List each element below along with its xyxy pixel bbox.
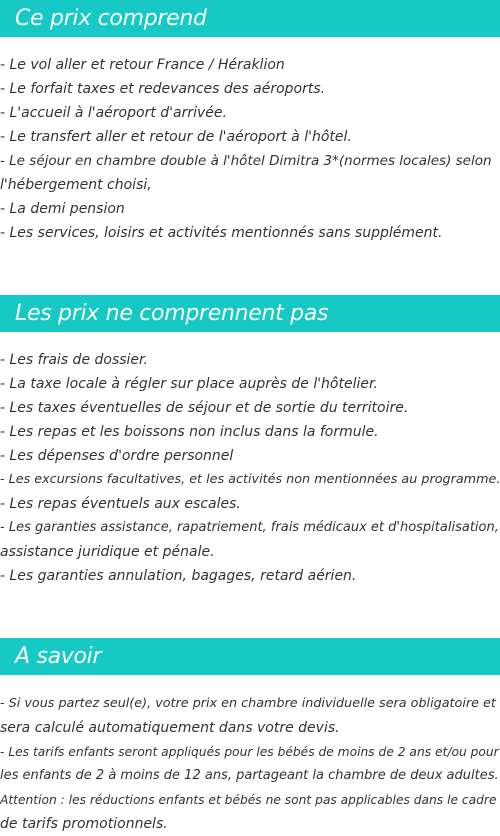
section-body <box>0 348 500 588</box>
list-item: l'hébergement choisi, <box>0 177 152 193</box>
list-item: sera calculé automatiquement dans votre devis. <box>0 720 340 736</box>
list-item: - Les excursions facultatives, et les activités non mentionnées au programme. <box>0 472 500 487</box>
list-item: - L'accueil à l'aéroport d'arrivée. <box>0 105 227 121</box>
section-header-band <box>0 295 500 332</box>
section-price-excludes <box>0 295 500 588</box>
section-price-includes <box>0 0 500 245</box>
section-title: Les prix ne comprennent pas <box>15 301 329 326</box>
list-item: Attention : les réductions enfants et bébés ne sont pas applicables dans le cadre <box>0 793 497 807</box>
list-item: - Si vous partez seul(e), votre prix en chambre individuelle sera obligatoire et <box>0 696 496 711</box>
list-item: - Les repas éventuels aux escales. <box>0 496 241 512</box>
list-item: - Les garanties assistance, rapatriement, frais médicaux et d'hospitalisation, <box>0 520 499 535</box>
list-item: - Les garanties annulation, bagages, retard aérien. <box>0 568 357 584</box>
list-item: - Le forfait taxes et redevances des aéroports. <box>0 81 326 97</box>
section-title: Ce prix comprend <box>15 6 207 31</box>
list-item: - La demi pension <box>0 201 125 217</box>
list-item: - Le transfert aller et retour de l'aéroport à l'hôtel. <box>0 129 352 145</box>
section-good-to-know <box>0 638 500 836</box>
list-item: - Le séjour en chambre double à l'hôtel Dimitra 3*(normes locales) selon <box>0 153 492 169</box>
section-body <box>0 53 500 245</box>
section-body <box>0 692 500 836</box>
list-item: - La taxe locale à régler sur place auprès de l'hôtelier. <box>0 376 378 392</box>
list-item: de tarifs promotionnels. <box>0 816 168 832</box>
list-item: - Les frais de dossier. <box>0 352 148 368</box>
list-item: - Le vol aller et retour France / Héraklion <box>0 57 285 73</box>
list-item: - Les dépenses d'ordre personnel <box>0 448 234 464</box>
section-header-band <box>0 0 500 37</box>
list-item: - Les services, loisirs et activités mentionnés sans supplément. <box>0 225 443 241</box>
list-item: - Les repas et les boissons non inclus dans la formule. <box>0 424 379 440</box>
section-header-band <box>0 638 500 675</box>
list-item: - Les taxes éventuelles de séjour et de sortie du territoire. <box>0 400 409 416</box>
list-item: assistance juridique et pénale. <box>0 544 215 560</box>
section-title: A savoir <box>15 644 102 669</box>
list-item: - Les tarifs enfants seront appliqués pour les bébés de moins de 2 ans et/ou pour <box>0 745 499 759</box>
list-item: les enfants de 2 à moins de 12 ans, partageant la chambre de deux adultes. <box>0 768 499 783</box>
